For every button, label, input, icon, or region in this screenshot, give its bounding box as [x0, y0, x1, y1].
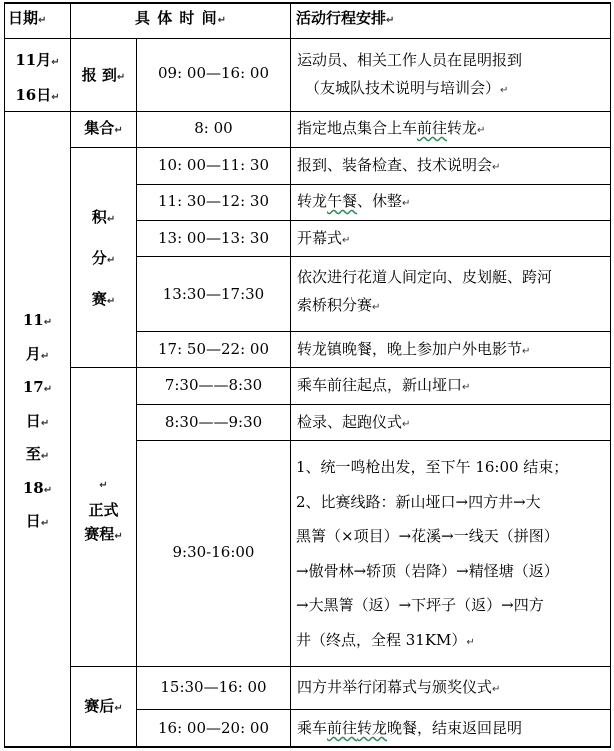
stage-line: 赛程↵ [84, 525, 123, 543]
stage-char: 分↵ [91, 249, 116, 267]
route-line: 2、比赛线路：新山垭口→四方井→大 [296, 492, 541, 511]
row-divider [136, 184, 611, 185]
date-char: 17↵ [22, 378, 53, 396]
stage-checkin: 报 到↵ [81, 66, 126, 84]
activity-scoring-4 [297, 263, 609, 322]
route-line: 1、统一鸣枪出发，至下午 16:00 结束； [296, 458, 569, 476]
date-char: 18↵ [22, 478, 53, 497]
date-char: 至↵ [25, 445, 50, 463]
time-formal-3: 9:30-16:00 [172, 543, 255, 561]
row-divider [136, 331, 611, 332]
table-border-right [610, 2, 611, 748]
date-nov17-18 [5, 305, 70, 540]
route-line: →大黑箐（返）→下坪子（返）→四方 [296, 596, 544, 614]
stage-formal [71, 474, 136, 549]
time-formal-1: 7:30——8:30 [164, 376, 263, 394]
row-divider [136, 220, 611, 221]
activity-line: （友城队技术说明与培训会）↵ [305, 79, 509, 97]
time-after-1: 15:30—16: 00 [160, 678, 267, 696]
row-divider [136, 440, 611, 441]
table-border-top [4, 2, 611, 4]
date-char: 日↵ [25, 512, 50, 530]
activity-checkin [297, 46, 609, 105]
date-char: 月↵ [25, 344, 50, 363]
activity-formal-3 [296, 450, 609, 660]
row-divider [4, 111, 611, 112]
stage-line: 正式 [88, 501, 119, 519]
activity-line: 依次进行花道人间定向、皮划艇、跨河 [297, 268, 553, 286]
date-char: 11↵ [22, 311, 53, 329]
table-border-bottom [4, 746, 611, 748]
col-divider [290, 2, 291, 748]
stage-assembly: 集合↵ [84, 119, 123, 137]
date-line: 11月↵ [15, 51, 60, 69]
time-scoring-2: 11: 30—12: 30 [158, 192, 269, 210]
time-checkin: 09: 00—16: 00 [158, 64, 269, 82]
activity-after-1: 四方井举行闭幕式与颁奖仪式↵ [297, 678, 501, 696]
stage-char: 赛↵ [91, 290, 116, 308]
activity-scoring-5: 转龙镇晚餐，晚上参加户外电影节↵ [297, 340, 531, 358]
activity-formal-1: 乘车前往起点，新山垭口↵ [297, 376, 471, 394]
header-time: 具 体 时 间↵ [134, 9, 227, 27]
activity-line: 运动员、相关工作人员在昆明报到 [297, 51, 523, 69]
time-assembly: 8: 00 [194, 119, 233, 137]
col-divider [70, 2, 71, 748]
header-date: 日期↵ [8, 9, 47, 27]
activity-scoring-1: 报到、装备检查、技术说明会↵ [297, 156, 501, 174]
route-line: 井（终点，全程 31KM）↵ [296, 630, 475, 649]
row-divider [70, 367, 611, 368]
row-divider [136, 709, 611, 710]
header-activity: 活动行程安排↵ [296, 9, 395, 27]
activity-assembly: 指定地点集合上车前往转龙↵ [297, 119, 486, 137]
route-line: 黑箐（×项目）→花溪→一线天（拼图） [296, 527, 559, 545]
stage-after: 赛后↵ [84, 697, 123, 715]
date-char: 日↵ [25, 411, 50, 430]
row-divider [136, 404, 611, 405]
time-formal-2: 8:30——9:30 [164, 413, 263, 431]
date-nov16 [5, 44, 70, 114]
activity-formal-2: 检录、起跑仪式↵ [297, 413, 411, 431]
date-line: 16日↵ [15, 86, 60, 104]
time-scoring-1: 10: 00—11: 30 [158, 156, 269, 174]
activity-after-2: 乘车前往转龙晚餐，结束返回昆明 [297, 719, 523, 737]
row-divider [70, 666, 611, 667]
stage-scoring [71, 198, 136, 321]
route-line: →傲骨林→轿顶（岩降）→精怪塘（返） [296, 561, 559, 580]
activity-line: 索桥积分赛↵ [297, 296, 381, 314]
activity-scoring-3: 开幕式↵ [297, 229, 351, 247]
time-after-2: 16: 00—20: 00 [158, 719, 269, 737]
activity-scoring-2: 转龙午餐、休整↵ [297, 192, 411, 210]
time-scoring-5: 17: 50—22: 00 [158, 340, 269, 358]
row-divider [136, 256, 611, 257]
row-divider [4, 38, 611, 39]
row-divider [70, 147, 611, 148]
stage-char: 积↵ [91, 208, 116, 226]
stage-mark: ↵ [99, 480, 108, 491]
time-scoring-4: 13:30—17:30 [162, 285, 265, 303]
time-scoring-3: 13: 00—13: 30 [158, 229, 269, 247]
